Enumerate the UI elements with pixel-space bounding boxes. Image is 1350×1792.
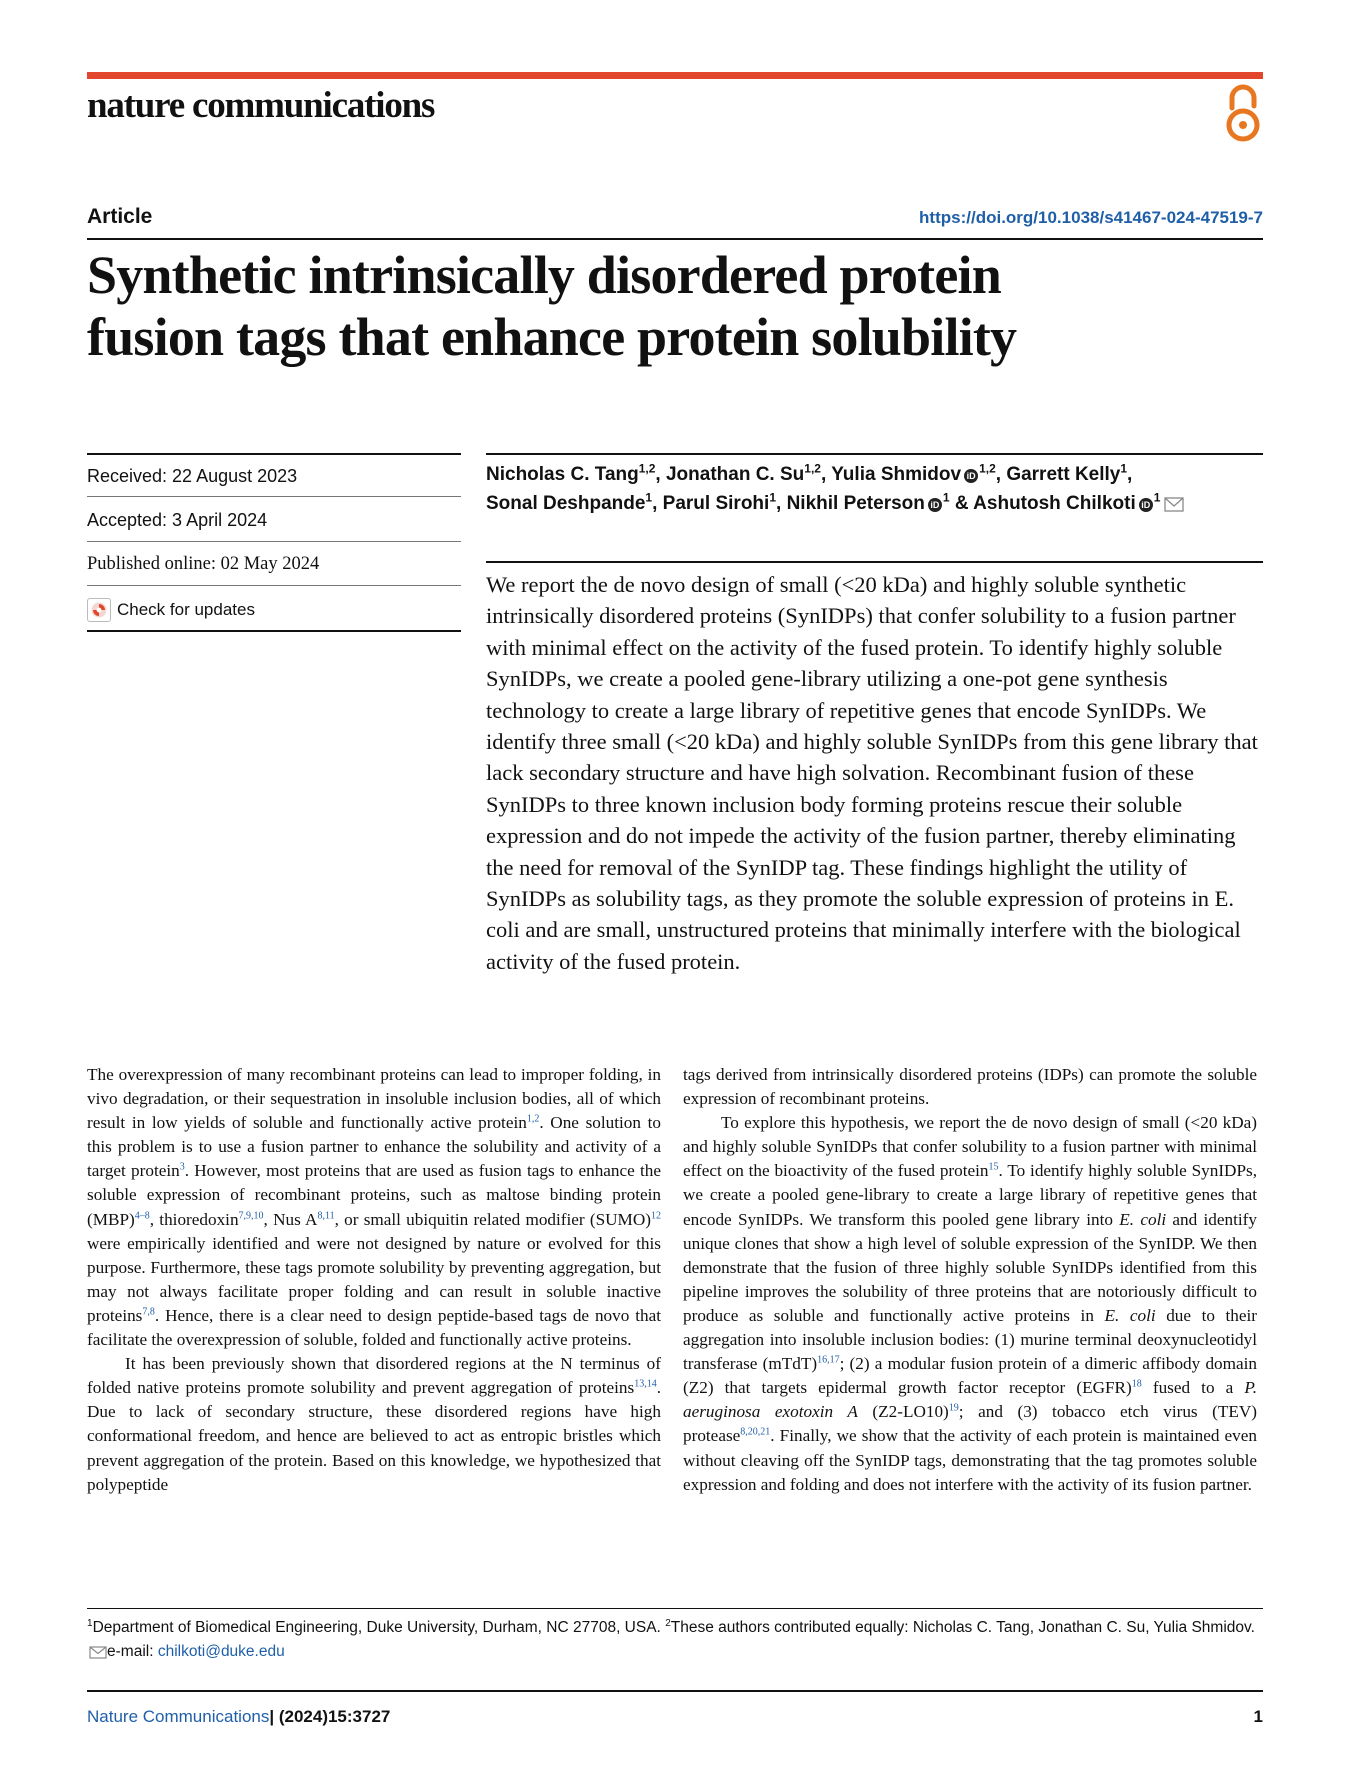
author-affiliation-sup: 1	[1153, 490, 1161, 505]
author-affiliation-sup: 1,2	[804, 461, 821, 476]
check-updates-icon	[87, 598, 111, 622]
author-affiliation-sup: 1,2	[638, 461, 656, 476]
title-rule	[87, 238, 1263, 240]
footnote-rule	[87, 1608, 1263, 1609]
author-name[interactable]: Sonal Deshpande	[486, 493, 646, 514]
orcid-icon[interactable]: iD	[928, 498, 942, 512]
footer-rule	[87, 1690, 1263, 1692]
footer-volume: | (2024)15:3727	[269, 1707, 391, 1726]
body-paragraph: tags derived from intrinsically disordered proteins (IDPs) can promote the soluble expression of recombinant proteins.	[683, 1065, 1257, 1109]
author-affiliation-sup: 1	[769, 490, 776, 505]
affiliation-text: Department of Biomedical Engineering, Duke University, Durham, NC 27708, USA.	[92, 1619, 661, 1636]
accepted-date: Accepted: 3 April 2024	[87, 510, 268, 530]
citation-link[interactable]: 15	[988, 1161, 999, 1173]
author-name[interactable]: Ashutosh Chilkoti	[973, 493, 1136, 514]
author-name[interactable]: Jonathan C. Su	[665, 464, 805, 485]
page-number: 1	[1253, 1707, 1263, 1726]
abstract: We report the de novo design of small (<20 kDa) and highly soluble synthetic intrinsically disordered proteins (SynIDPs) that confer solubility to a fusion partner with minimal effect on the activity of the fused protein. To identify highly soluble SynIDPs, we create a pooled gene-library utilizing a one-pot gene synthesis technology to create a large library of repetitive genes that encode SynIDPs. We identify three small (<20 kDa) and highly soluble SynIDPs from this gene library that lack secondary structure and have high solvation. Recombinant fusion of these SynIDPs to three known inclusion body forming proteins rescue their soluble expression and do not impede the activity of the fusion partner, thereby eliminating the need for removal of the SynIDP tag. These findings highlight the utility of SynIDPs as solubility tags, as they promote the soluble expression of proteins in E. coli and are small, unstructured proteins that minimally interfere with the biological activity of the fused protein.	[486, 572, 1258, 974]
abstract-rule	[486, 561, 1263, 563]
citation-link[interactable]: 8,11	[317, 1209, 335, 1221]
meta-top-rule	[87, 453, 461, 455]
citation-link[interactable]: 12	[650, 1209, 661, 1221]
citation-link[interactable]: 18	[1131, 1378, 1142, 1390]
citation-link[interactable]: 3	[179, 1161, 185, 1173]
author-affiliation-sup: 1	[1120, 461, 1128, 476]
email-icon[interactable]	[1164, 492, 1184, 521]
article-type-label: Article	[87, 205, 153, 228]
citation-link[interactable]: 1,2	[526, 1113, 540, 1125]
orcid-icon[interactable]: iD	[1139, 498, 1153, 512]
received-date: Received: 22 August 2023	[87, 466, 298, 486]
check-for-updates-button[interactable]	[87, 598, 255, 622]
author-name[interactable]: Garrett Kelly	[1006, 464, 1121, 485]
equal-contribution-text: These authors contributed equally: Nicholas C. Tang, Jonathan C. Su, Yulia Shmidov.	[670, 1619, 1255, 1636]
orcid-icon[interactable]: iD	[964, 469, 978, 483]
meta-divider	[87, 496, 461, 497]
meta-divider	[87, 541, 461, 542]
meta-divider	[87, 585, 461, 586]
authors-top-rule	[486, 453, 1263, 455]
author-name[interactable]: Nikhil Peterson	[786, 493, 925, 514]
citation-link[interactable]: 4–8	[134, 1209, 150, 1221]
email-label: e-mail:	[107, 1643, 154, 1660]
footnotes: $^1$Department of Biomedical Engineering, Duke University, Durham, NC 27708, USA. $^2$These authors contributed equally: Nicholas C. Tang, Jonathan C. Su, Yulia Shmidov. e-mail: chilkoti@duke.edu	[87, 1616, 1263, 1667]
author-ampersand: &	[954, 493, 969, 514]
citation-link[interactable]: 13,14	[634, 1378, 657, 1390]
footer-journal-link[interactable]: Nature Communications	[87, 1707, 270, 1726]
article-title-line-2: fusion tags that enhance protein solubility	[87, 307, 1017, 367]
email-icon	[89, 1643, 107, 1667]
body-paragraph: To explore this hypothesis, we report the de novo design of small (<20 kDa) and highly soluble SynIDPs that confer solubility to a fusion partner with minimal effect on the bioactivity of the fused protein$^{15}$. To identify highly soluble SynIDPs, we create a pooled gene-library to create a large library of repetitive genes that encode SynIDPs. We transform this pooled gene library into E. coli and identify unique clones that show a high level of soluble expression of the SynIDP. We then demonstrate that the fusion of three highly soluble SynIDPs identified from this pipeline improves the solubility of three proteins that are notoriously difficult to produce as soluble and functionally active proteins in E. coli due to their aggregation into insoluble inclusion bodies: (1) murine terminal deoxynucleotidyl transferase (mTdT)$^{16,17}$; (2) a modular fusion protein of a dimeric affibody domain (Z2) that targets epidermal growth factor receptor (EGFR)$^{18}$ fused to a P. aeruginosa exotoxin A $(Z2-LO10)^{19}$; and (3) tobacco etch virus (TEV) protease$^{8,20,21}$. Finally, we show that the activity of each protein is maintained even without cleaving off the SynIDP tags, demonstrating that the tag promotes soluble expression and folding and does not interfere with the activity of its fusion partner.	[683, 1113, 1258, 1494]
body-paragraph: It has been previously shown that disordered regions at the N terminus of folded native proteins promote solubility and prevent aggregation of proteins$^{13,14}$. Due to lack of secondary structure, these disordered regions have high conformational freedom, and hence are believed to act as entropic bristles which prevent aggregation of the protein. Based on this knowledge, we hypothesized that polypeptide	[87, 1354, 661, 1494]
body-column-right	[683, 1063, 1257, 1497]
body-paragraph: The overexpression of many recombinant proteins can lead to improper folding, in vivo degradation, or their sequestration in insoluble inclusion bodies, all of which result in low yields of soluble and functionally active protein$^{1,2}$. One solution to this problem is to use a fusion partner to enhance the solubility and activity of a target protein$^3$. However, most proteins that are used as fusion tags to enhance the soluble expression of recombinant proteins, such as maltose binding protein (MBP)$^{4-8}$, thioredoxin$^{7,9,10}$, Nus A$^{8,11}$, or small ubiquitin related modifier (SUMO)$^{12}$ were empirically identified and were not designed by nature or evolved for this purpose. Furthermore, these tags promote solubility by preventing aggregation, but may not always facilitate proper folding and can result in soluble inactive proteins$^{7,8}$. Hence, there is a clear need to design peptide-based tags de novo that facilitate the overexpression of soluble, folded and functionally active proteins.	[87, 1065, 662, 1350]
author-name[interactable]: Parul Sirohi	[662, 493, 770, 514]
author-affiliation-sup: 1	[942, 490, 950, 505]
top-accent-rule	[87, 72, 1263, 79]
footer-citation	[87, 1707, 390, 1727]
author-affiliation-sup: 1,2	[979, 461, 996, 476]
citation-link[interactable]: 7,9,10	[238, 1209, 264, 1221]
citation-link[interactable]: 7,8	[142, 1306, 155, 1318]
article-title	[87, 244, 1263, 368]
contact-email-link[interactable]: chilkoti@duke.edu	[157, 1643, 285, 1660]
citation-link[interactable]: 16,17	[817, 1354, 840, 1366]
author-name[interactable]: Nicholas C. Tang	[486, 464, 639, 485]
author-list: Nicholas C. Tang$^{1,2}$, Jonathan C. Su$^{1,2}$, Yulia Shmidov iD$^{1,2}$, Garrett Kelly$^1$, Sonal Deshpande$^1$, Parul Sirohi$^1$, Nikhil Peterson $iD^1$ & Ashutosh Chilkoti $iD^1$	[486, 460, 1263, 521]
meta-bottom-rule	[87, 630, 461, 632]
doi-link[interactable]: https://doi.org/10.1038/s41467-024-47519-7	[919, 208, 1263, 227]
author-name[interactable]: Yulia Shmidov	[831, 464, 962, 485]
body-column-left	[87, 1063, 661, 1497]
published-date: Published online: 02 May 2024	[87, 554, 320, 574]
journal-logo[interactable]: nature communications	[87, 85, 435, 126]
citation-link[interactable]: 8,20,21	[740, 1426, 771, 1438]
citation-link[interactable]: 19	[948, 1402, 959, 1414]
author-affiliation-sup: 1	[645, 490, 653, 505]
article-title-line-1: Synthetic intrinsically disordered protein	[87, 245, 1001, 305]
open-access-icon	[1224, 84, 1262, 144]
check-updates-label: Check for updates	[117, 600, 255, 619]
